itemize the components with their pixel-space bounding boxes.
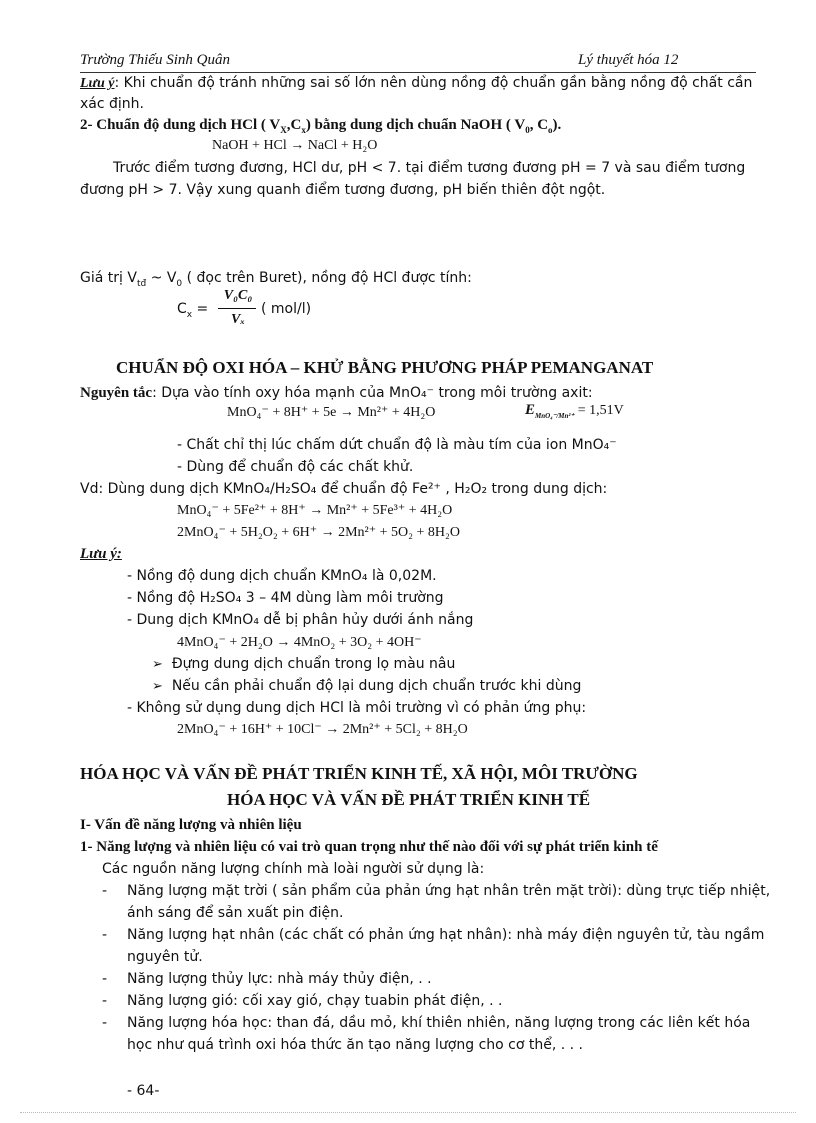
principle-line: Nguyên tắc: Dựa vào tính oxy hóa mạnh của MnO₄⁻ trong môi trường axit: (80, 385, 593, 401)
section2-title: 2- Chuẩn độ dung dịch HCl ( $V_X,C_x$) bằng dung dịch chuẩn NaOH ( $V_0$, $C_o$). (80, 117, 562, 135)
note1-text: : Khi chuẩn độ tránh những sai số lớn nên dùng nồng độ chuẩn gần bằng nồng độ chất cần (114, 75, 753, 91)
footer-divider (20, 1112, 796, 1113)
note2-item: - Nồng độ H₂SO₄ 3 – 4M dùng làm môi trường (127, 590, 444, 606)
equation-fe: MnO₄⁻ + 5Fe²⁺ + 8H⁺ → Mn²⁺ + 5Fe³⁺ + 4H₂O (177, 503, 453, 518)
header-divider (80, 72, 756, 73)
econ-title-sub: HÓA HỌC VÀ VẤN ĐỀ PHÁT TRIỂN KINH TẾ (227, 790, 591, 809)
energy-item-chemical-cont: học như quá trình oxi hóa thức ăn tạo năng lượng cho cơ thể, . . . (127, 1037, 583, 1053)
arrow-bullet-icon: ➢ (152, 679, 163, 694)
example-line: Vd: Dùng dung dịch KMnO₄/H₂SO₄ để chuẩn độ Fe²⁺ , H₂O₂ trong dung dịch: (80, 481, 608, 497)
arrow-bullet-icon: ➢ (152, 657, 163, 672)
list-bullet: - (102, 927, 108, 943)
econ-title-main: HÓA HỌC VÀ VẤN ĐỀ PHÁT TRIỂN KINH TẾ, XÃ HỘI, MÔI TRƯỜNG (80, 764, 638, 783)
list-bullet: - (102, 971, 108, 987)
equation-cl: 2MnO₄⁻ + 16H⁺ + 10Cl⁻ → 2Mn²⁺ + 5Cl₂ + 8H₂O (177, 722, 468, 737)
note2-label: Lưu ý: (80, 546, 122, 562)
energy-item-solar: Năng lượng mặt trời ( sản phẩm của phản ứng hạt nhân trên mặt trời): dùng trực tiếp nhiệt, (127, 883, 771, 899)
equation-h2o2: 2MnO₄⁻ + 5H₂O₂ + 6H⁺ → 2Mn²⁺ + 5O₂ + 8H₂O (177, 525, 461, 540)
section-I-heading: I- Vấn đề năng lượng và nhiên liệu (80, 817, 302, 833)
equation-decomposition: 4MnO₄⁻ + 2H₂O → 4MnO₂ + 3O₂ + 4OH⁻ (177, 635, 422, 650)
arrow-item: ➢ Nếu cần phải chuẩn độ lại dung dịch chuẩn trước khi dùng (152, 678, 582, 694)
sources-intro: Các nguồn năng lượng chính mà loài người sử dụng là: (102, 861, 485, 877)
list-bullet: - (102, 1015, 108, 1031)
header-school: Trường Thiếu Sinh Quân (80, 52, 230, 68)
section-1-heading: 1- Năng lượng và nhiên liệu có vai trò quan trọng như thế nào đối với sự phát triển kinh tế (80, 839, 658, 855)
cx-label: $C_x$ = (177, 301, 209, 320)
energy-item-chemical: Năng lượng hóa học: than đá, dầu mỏ, khí thiên nhiên, năng lượng trong các liên kết hóa (127, 1015, 751, 1031)
hcl-note: - Không sử dụng dung dịch HCl là môi trường vì có phản ứng phụ: (127, 700, 587, 716)
note1-line1 (80, 75, 752, 92)
value-line: Giá trị $V_{tđ}$ ~ $V_0$ ( đọc trên Buret), nồng độ HCl được tính: (80, 270, 472, 289)
potential-value: $E_{MnO_4^-/Mn^{2+}} = 1,51V$ (525, 402, 624, 420)
note1-line2: xác định. (80, 96, 144, 112)
redox-title: CHUẨN ĐỘ OXI HÓA – KHỬ BẰNG PHƯƠNG PHÁP PEMANGANAT (116, 358, 654, 377)
fraction-numerator: V₀C₀ (223, 288, 253, 303)
indicator-line: - Chất chỉ thị lúc chấm dứt chuẩn độ là màu tím của ion MnO₄⁻ (177, 437, 617, 453)
list-bullet: - (102, 883, 108, 899)
note2-item: - Nồng độ dung dịch chuẩn KMnO₄ là 0,02M. (127, 568, 437, 584)
energy-item-hydro: Năng lượng thủy lực: nhà máy thủy điện, . . (127, 971, 432, 987)
equivalence-para-1: Trước điểm tương đương, HCl dư, pH < 7. tại điểm tương đương pH = 7 và sau điểm tương (113, 160, 746, 176)
energy-item-wind: Năng lượng gió: cối xay gió, chạy tuabin phát điện, . . (127, 993, 503, 1009)
note1-label: Lưu ý (80, 76, 115, 91)
equation-mno4: MnO₄⁻ + 8H⁺ + 5e → Mn²⁺ + 4H₂O (227, 405, 436, 420)
cx-unit: ( mol/l) (261, 301, 312, 317)
equivalence-para-2: đương pH > 7. Vậy xung quanh điểm tương đương, pH biến thiên đột ngột. (80, 182, 606, 198)
arrow-item: ➢ Đựng dung dịch chuẩn trong lọ màu nâu (152, 656, 456, 672)
fraction-bar (218, 308, 256, 309)
header-subject: Lý thuyết hóa 12 (578, 52, 679, 68)
list-bullet: - (102, 993, 108, 1009)
page-number: - 64- (127, 1083, 160, 1099)
energy-item-nuclear: Năng lượng hạt nhân (các chất có phản ứng hạt nhân): nhà máy điện nguyên tử, tàu ngầm (127, 927, 765, 943)
fraction-denominator: Vₓ (230, 312, 246, 327)
principle-label: Nguyên tắc (80, 385, 153, 401)
note2-item: - Dung dịch KMnO₄ dễ bị phân hủy dưới ánh nắng (127, 612, 474, 628)
used-line: - Dùng để chuẩn độ các chất khử. (177, 459, 414, 475)
energy-item-solar-cont: ánh sáng để sản xuất pin điện. (127, 905, 344, 921)
energy-item-nuclear-cont: nguyên tử. (127, 949, 203, 965)
equation-naoh: NaOH + HCl → NaCl + H₂O (212, 138, 378, 153)
